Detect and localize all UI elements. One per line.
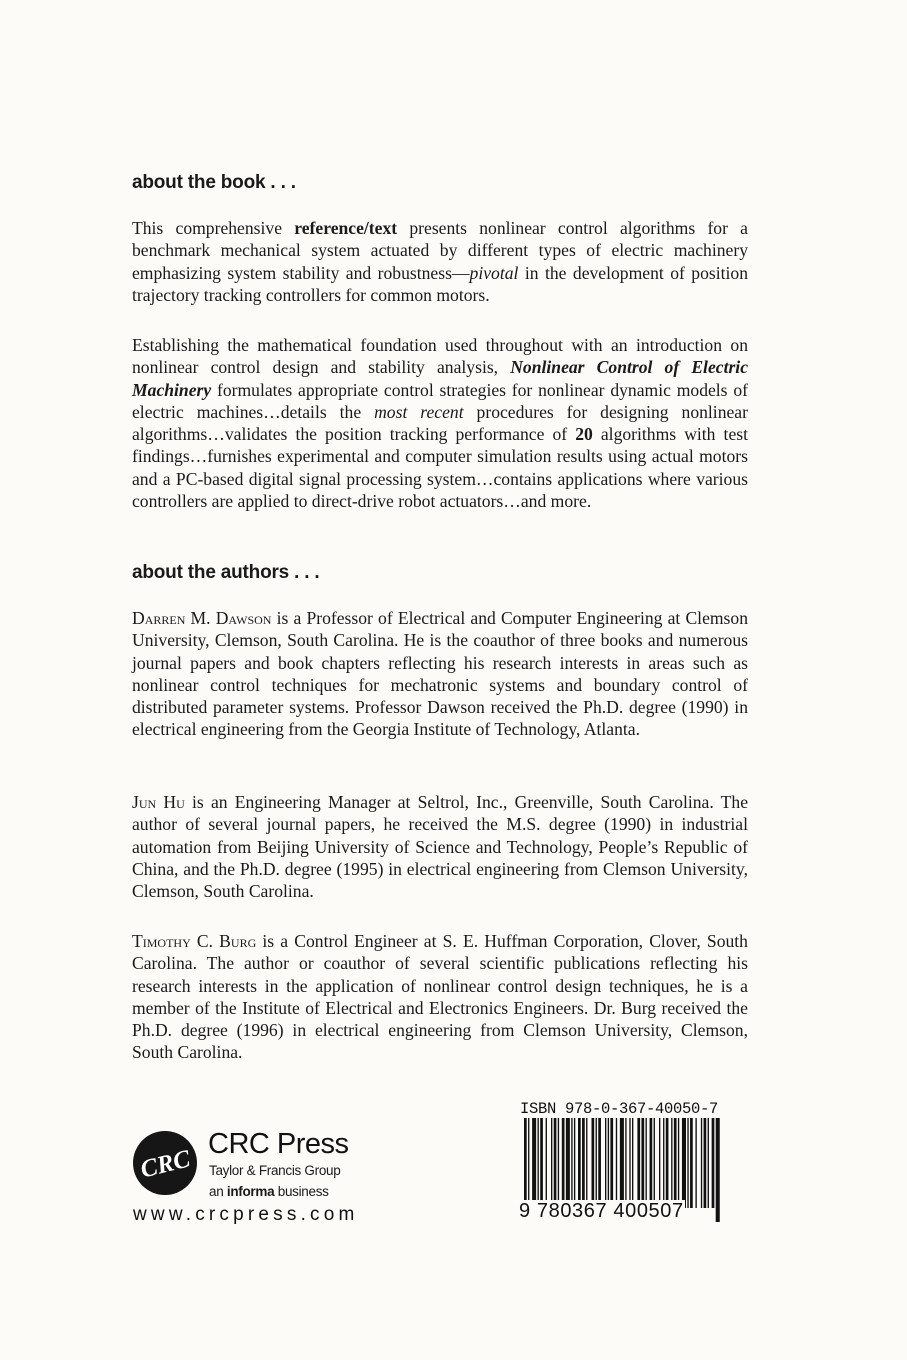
- text-run: an: [209, 1184, 227, 1199]
- barcode-bar: [671, 1118, 672, 1208]
- barcode-bar: [608, 1118, 609, 1208]
- author-name: Darren M. Dawson: [132, 608, 272, 628]
- barcode-bar: [546, 1118, 547, 1208]
- about-book-paragraph-2: [132, 334, 748, 512]
- author-bio-hu: [132, 791, 748, 902]
- barcode-bar: [716, 1118, 720, 1222]
- barcode-bar: [674, 1118, 677, 1208]
- barcode-bar: [586, 1118, 587, 1208]
- seal-text: CRC: [137, 1145, 193, 1184]
- barcode-bar: [708, 1118, 709, 1208]
- publisher-website: www.crcpress.com: [133, 1204, 359, 1225]
- text-run: algorithms with test findings…furnishes experimental and computer simulation results using actual motors and a PC-based digital signal processing system…contains applications where various controllers are applied to direct-drive robot actuators…and more.: [132, 424, 748, 512]
- barcode-bar: [551, 1118, 552, 1208]
- emphasis-text: most recent: [374, 401, 464, 422]
- barcode-bar: [666, 1118, 669, 1208]
- barcode-bar: [654, 1118, 655, 1208]
- author-name: Timothy C. Burg: [132, 931, 257, 951]
- barcode-bar: [592, 1118, 595, 1208]
- barcode-bar: [632, 1118, 633, 1208]
- barcode-bar: [637, 1118, 640, 1208]
- barcode-bar: [538, 1118, 539, 1208]
- barcode-bar: [641, 1118, 644, 1208]
- barcode-bar: [528, 1118, 529, 1208]
- barcode-bar: [704, 1118, 707, 1208]
- barcode-bar: [596, 1118, 597, 1208]
- barcode-bar: [659, 1118, 660, 1208]
- text-run: formulates appropriate control strategies for nonlinear dynamic models of electric machines…details the: [132, 379, 748, 422]
- crc-seal-icon: [132, 1130, 198, 1196]
- barcode-bar: [566, 1118, 570, 1208]
- barcode-bar: [582, 1118, 585, 1208]
- about-authors-heading: about the authors . . .: [132, 562, 320, 583]
- text-run: business: [274, 1184, 329, 1199]
- barcode-bar: [646, 1118, 647, 1208]
- barcode-bar: [625, 1118, 626, 1208]
- barcode-bar: [695, 1118, 696, 1208]
- author-bio-dawson: [132, 607, 748, 741]
- barcode-bar: [650, 1118, 653, 1208]
- barcode-bar: [687, 1118, 688, 1208]
- barcode-bar: [598, 1118, 601, 1208]
- emphasis-text: pivotal: [469, 262, 519, 283]
- informa-wordmark: informa: [226, 1184, 275, 1199]
- barcode-bar: [562, 1118, 565, 1208]
- barcode-bar: [578, 1118, 581, 1208]
- barcode-bar: [678, 1118, 679, 1208]
- book-title: Nonlinear Control of Electric Machinery: [132, 357, 748, 400]
- text-run: This comprehensive: [132, 218, 295, 238]
- publisher-business-line: [209, 1184, 329, 1199]
- publisher-group: Taylor & Francis Group: [209, 1163, 341, 1178]
- author-bio-burg: [132, 930, 748, 1064]
- barcode-bar: [663, 1118, 664, 1208]
- barcode-bar: [629, 1118, 630, 1208]
- emphasis-text: 20: [575, 424, 593, 445]
- text-run: is a Professor of Electrical and Computer Engineering at Clemson University, Clemson, South Carolina. He is the coauthor of three books and numerous journal papers and book chapters reflecting his research interests in areas such as nonlinear control techniques for mechatronic systems and boundary control of distributed parameter systems. Professor Dawson received the Ph.D. degree (1990) in electrical engineering from the Georgia Institute of Technology, Atlanta.: [132, 608, 748, 740]
- about-book-paragraph-1: [132, 217, 748, 306]
- barcode-bar: [682, 1118, 686, 1208]
- text-run: is a Control Engineer at S. E. Huffman Corporation, Clover, South Carolina. The author or coauthor of several scientific publications reflecting his research interests in the application of nonlinear control design techniques, he is a member of the Institute of Electrical and Electronics Engineers. Dr. Burg received the Ph.D. degree (1996) in electrical engineering from Clemson University, Clemson, South Carolina.: [132, 931, 748, 1063]
- text-run: presents nonlinear control algorithms for a benchmark mechanical system actuated by different types of electric machinery emphasizing system stability and robustness—: [132, 218, 748, 283]
- barcode-bar: [610, 1118, 613, 1208]
- barcode-bar: [616, 1118, 617, 1208]
- barcode-bar: [554, 1118, 557, 1208]
- barcode-bar: [574, 1118, 575, 1208]
- author-name: Jun Hu: [132, 792, 185, 812]
- publisher-name: CRC Press: [208, 1128, 349, 1160]
- barcode-digits: [518, 1200, 685, 1223]
- text-run: is an Engineering Manager at Seltrol, Inc., Greenville, South Carolina. The author of several journal papers, he received the M.S. degree (1990) in industrial automation from Beijing University of Science and Technology, People’s Republic of China, and the Ph.D. degree (1995) in electrical engineering from Clemson University, Clemson, South Carolina.: [132, 792, 749, 902]
- barcode-bar: [558, 1118, 559, 1208]
- barcode-bar: [605, 1118, 606, 1208]
- text-run: in the development of position trajectory tracking controllers for common motors.: [132, 262, 749, 305]
- text-run: procedures for designing nonlinear algorithms…validates the position tracking performance of: [132, 401, 748, 445]
- about-book-heading: about the book . . .: [132, 172, 296, 193]
- barcode-bar: [701, 1118, 702, 1208]
- barcode-bar: [712, 1118, 715, 1208]
- isbn-label: ISBN 978-0-367-40050-7: [520, 1100, 719, 1118]
- barcode-bar: [532, 1118, 536, 1208]
- emphasis-text: reference/text: [294, 218, 398, 238]
- barcode-number: 9 780367 400507: [519, 1200, 684, 1222]
- barcode-bar: [540, 1118, 543, 1208]
- text-run: Establishing the mathematical foundation used throughout with an introduction on nonlinear control design and stability analysis,: [132, 335, 748, 378]
- barcode-bar: [690, 1118, 693, 1208]
- barcode-bar: [571, 1118, 572, 1208]
